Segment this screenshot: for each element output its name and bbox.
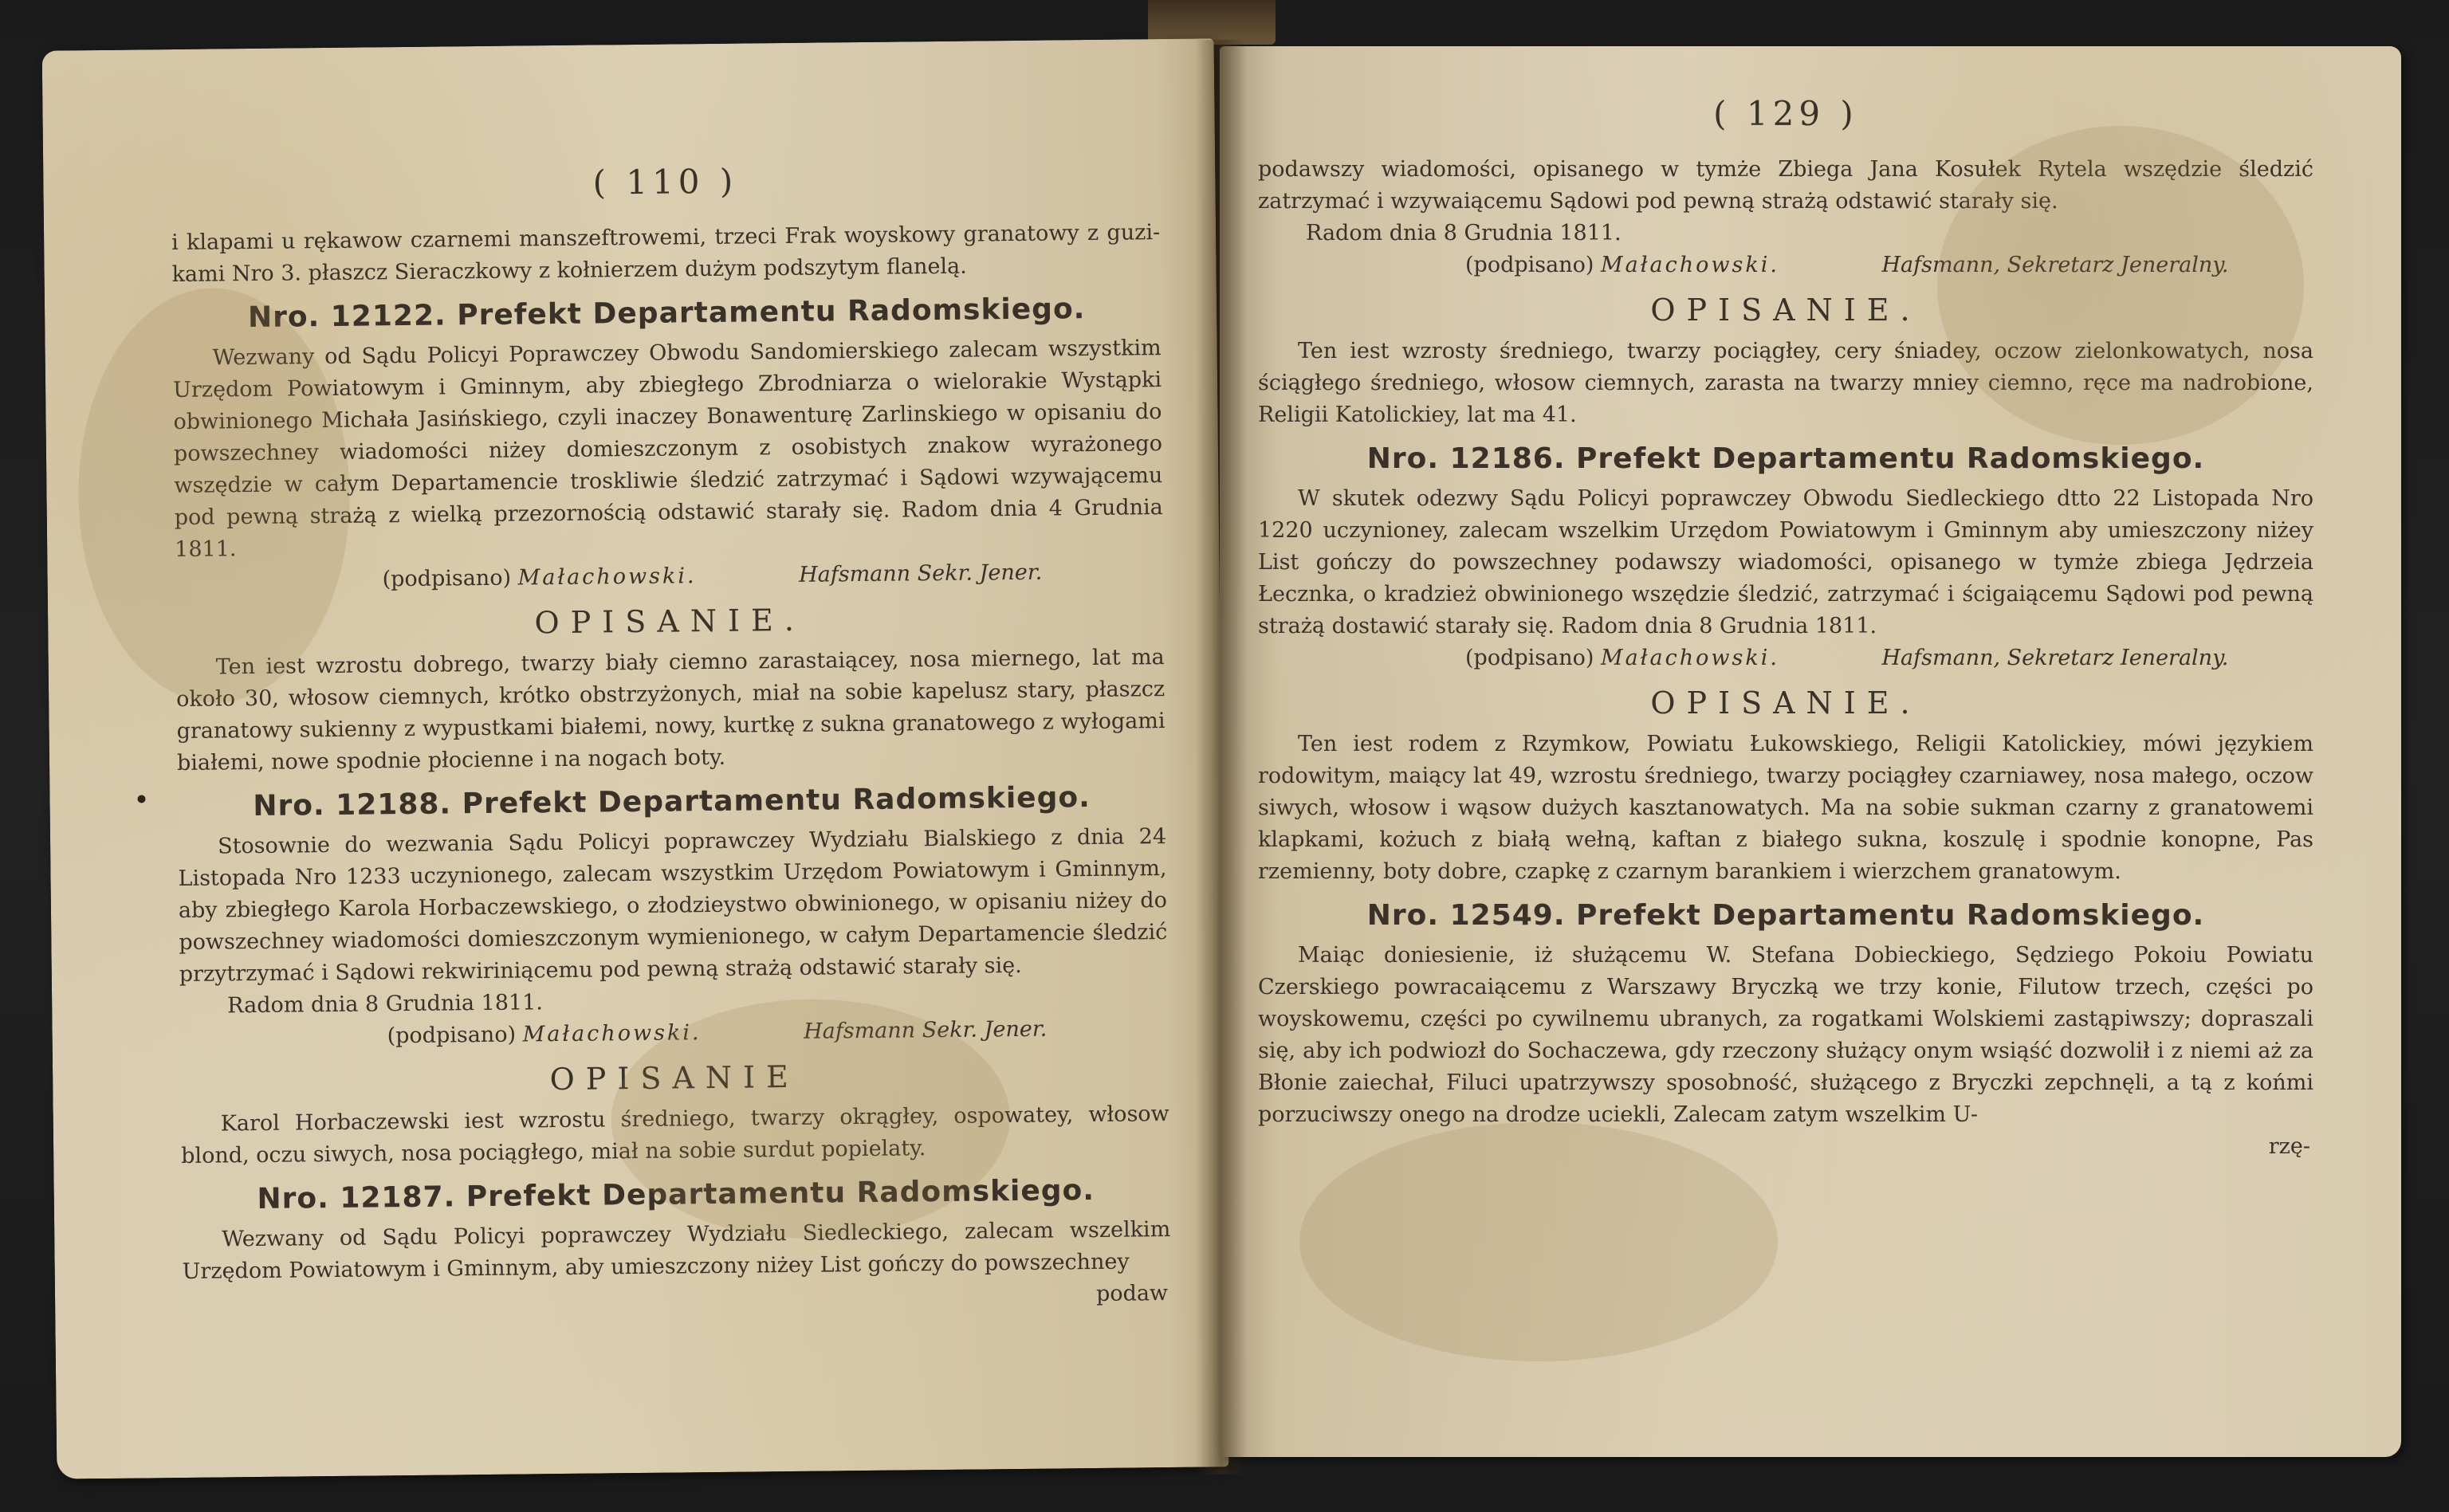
description-text: Ten iest wzrosty średniego, twarzy pociągłey, cery śniadey, oczow zielonkowatych, nosa ściągłego średniego, włosow ciemnych, zarasta na twarzy mniey ciemno, ręce ma nadrobione, Religii Katolickiey, lat ma 41. (1258, 339, 2313, 427)
entry-body: Maiąc doniesienie, iż służącemu W. Stefana Dobieckiego, Sędziego Pokoiu Powiatu Czerskiego powracaiącemu z Warszawy Bryczką we trzy konie, Filutow trzech, części po woyskowemu, części po cywilnemu ubranych, za rogatkami Wolskiemi zastąpiwszy; dopraszali się, aby ich podwiozł do Sochaczewa, gdy rzeczony służący onym wsiąść dozwolił i z niemi aż za Błonie zaiechał, Filuci upatrzywszy sposobność, służącego z Bryczki zepchnęli, a tą z końmi porzuciwszy onego na drodze uciekli, Zalecam zatym wszelkim U- (1258, 943, 2313, 1127)
left-page (42, 38, 1229, 1479)
entry-body: Wezwany od Sądu Policyi poprawczey Wydziału Siedleckiego, zalecam wszelkim Urzędom Powiatowym i Gminnym, aby umieszczony niżey List gończy do powszechney (182, 1217, 1171, 1284)
entry-heading: Nro. 12188. Prefekt Departamentu Radomskiego. (253, 781, 1091, 823)
right-page (1220, 46, 2401, 1457)
description-title: OPISANIE (549, 1058, 800, 1098)
book-spine (1148, 0, 1276, 45)
description-title: OPISANIE. (1650, 685, 1921, 721)
catchword: podaw (1095, 1281, 1169, 1306)
description-text: Ten iest wzrostu dobrego, twarzy biały ciemno zarastaiącey, nosa miernego, lat ma około 30, włosow ciemnych, krótko obstrzyżonych, miał na sobie kapelusz stary, płaszcz granatowy sukienny z wypustkami białemi, nowy, kurtkę z sukna granatowego z wyłogami białemi, nowe spodnie płocienne i na nogach boty. (176, 645, 1166, 776)
entry-heading: Nro. 12187. Prefekt Departamentu Radomskiego. (257, 1173, 1095, 1215)
description-title: OPISANIE. (534, 602, 806, 641)
description-title: OPISANIE. (1650, 293, 1921, 328)
signer-name: Małachowski. (1601, 253, 1779, 277)
description-text: Karol Horbaczewski iest wzrostu średniego, twarzy okrągłey, ospowatey, włosow blond, oczu siwych, nosa pociągłego, miał na sobie surdut popielaty. (181, 1102, 1169, 1168)
continued-text: podawszy wiadomości, opisanego w tymże Zbiega Jana Kosułek Rytela wszędzie śledzić zatrzymać i wzywaiącemu Sądowi pod pewną strażą odstawić starały się. (1258, 157, 2313, 214)
signature-line (1258, 249, 2313, 281)
catchword: rzę- (2268, 1134, 2310, 1159)
entry-date: Radom dnia 8 Grudnia 1811. (1306, 221, 1622, 245)
secretary-name: Hafsmann, Sekretarz Ieneralny. (1881, 646, 2229, 670)
entry-heading: Nro. 12122. Prefekt Departamentu Radomskiego. (247, 293, 1086, 335)
signer-name: Małachowski. (522, 1020, 702, 1047)
signed-prefix: (podpisano) (382, 565, 512, 592)
page-number: ( 110 ) (592, 161, 738, 202)
signer-name: Małachowski. (517, 564, 697, 591)
continued-text: i klapami u rękawow czarnemi manszeftrowemi, trzeci Frak woyskowy granatowy z guzi-kami Nro 3. płaszcz Sieraczkowy z kołnierzem dużym podszytym flanelą. (171, 220, 1161, 288)
entry-heading: Nro. 12186. Prefekt Departamentu Radomskiego. (1366, 442, 2205, 475)
entry-body: W skutek odezwy Sądu Policyi poprawczey Obwodu Siedleckiego dtto 22 Listopada Nro 1220 uczynioney, zalecam wszelkim Urzędom Powiatowym i Gminnym aby umieszczony niżey List gończy do powszechney podawszy wiadomości, opisanego w tymże zbiega Jędrzeia Łecznka, o kradzież obwinionego wszędzie śledzić, zatrzymać i ścigaiącemu Sądowi pod pewną strażą dostawić starały się. Radom dnia 8 Grudnia 1811. (1258, 486, 2313, 638)
entry-body: Wezwany od Sądu Policyi Poprawczey Obwodu Sandomierskiego zalecam wszystkim Urzędom Powiatowym i Gminnym, aby zbiegłego Zbrodniarza o wielorakie Wystąpki obwinionego Michała Jasińskiego, czyli inaczey Bonawenturę Zarlinskiego w opisaniu do powszechney wiadomości niżey domieszczonym z osobistych znakow wyrażonego wszędzie w całym Departamencie troskliwie śledzić zatrzymać i Sądowi wzywającemu pod pewną strażą z wielką przezornością odstawić starały się. Radom dnia 4 Grudnia 1811. (172, 336, 1163, 563)
entry-date: Radom dnia 8 Grudnia 1811. (227, 990, 544, 1019)
description-text: Ten iest rodem z Rzymkow, Powiatu Łukowskiego, Religii Katolickiey, mówi językiem rodowitym, maiący lat 49, wzrostu średniego, twarzy pociągłey czarniawey, nosa małego, oczow siwych, włosow i wąsow dużych kasztanowatych. Ma na sobie sukman czarny z granatowemi klapkami, kożuch z białą wełną, kaftan z białego sukna, koszulę i spodnie konopne, Pas rzemienny, boty dobre, czapkę z czarnym barankiem i wierzchem granatowym. (1258, 732, 2313, 884)
secretary-name: Hafsmann Sekr. Jener. (798, 560, 1043, 587)
signed-prefix: (podpisano) (1465, 646, 1594, 670)
secretary-name: Hafsmann, Sekretarz Jeneralny. (1881, 253, 2229, 277)
page-number: ( 129 ) (1713, 94, 1858, 133)
signed-prefix: (podpisano) (1465, 253, 1594, 277)
signer-name: Małachowski. (1601, 646, 1779, 670)
signed-prefix: (podpisano) (387, 1022, 517, 1049)
secretary-name: Hafsmann Sekr. Jener. (803, 1016, 1048, 1044)
ink-spot (137, 795, 145, 803)
entry-body: Stosownie do wezwania Sądu Policyi poprawczey Wydziału Bialskiego z dnia 24 Listopada Nro 1233 uczynionego, zalecam wszystkim Urzędom Powiatowym i Gminnym, aby zbiegłego Karola Horbaczewskiego, o złodzieystwo obwinionego, w opisaniu niżey do powszechney wiadomości domieszczonym wymienionego, w całym Departamencie śledzić przytrzymać i Sądowi rekwiriniącemu pod pewną strażą odstawić starały się. (178, 824, 1168, 988)
signature-line (1258, 642, 2313, 674)
entry-heading: Nro. 12549. Prefekt Departamentu Radomskiego. (1366, 899, 2205, 932)
